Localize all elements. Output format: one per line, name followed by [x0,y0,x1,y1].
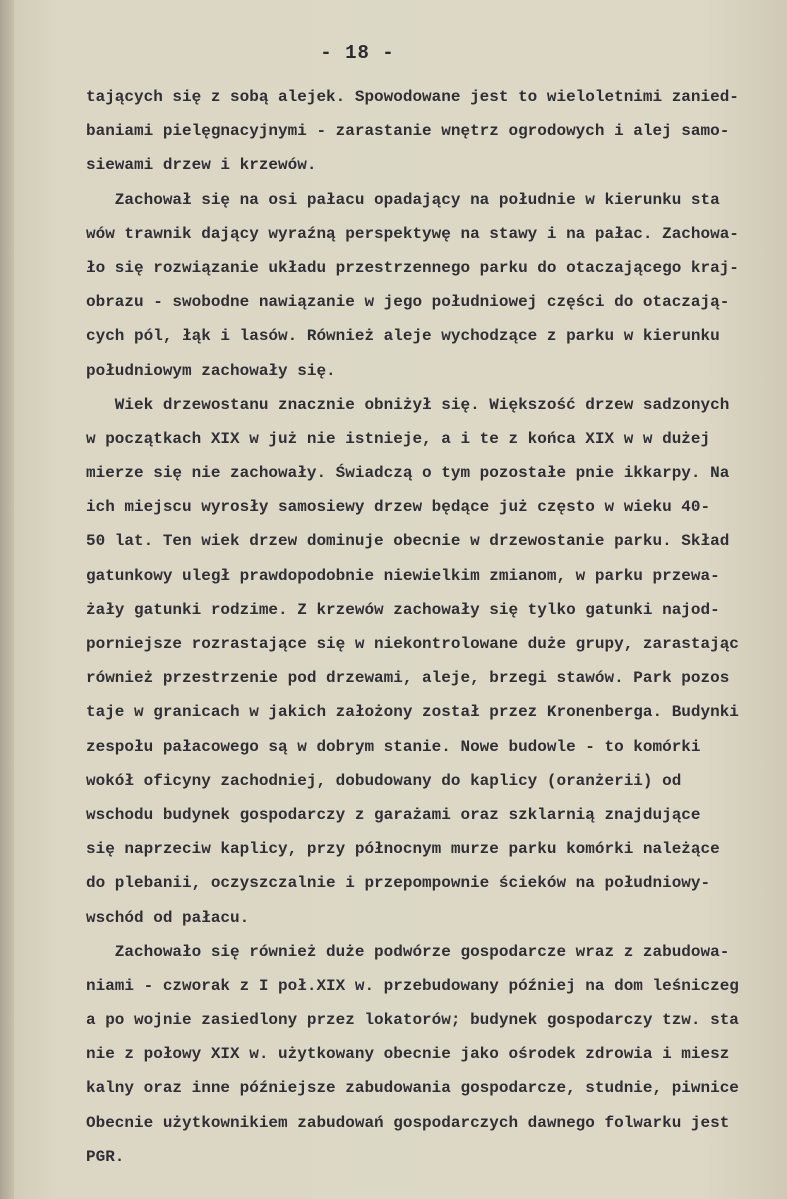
text-line: ich miejscu wyrosły samosiewy drzew będące już często w wieku 40- [86,498,711,517]
text-line: gatunkowy uległ prawdopodobnie niewielkim zmianom, w parku przewa- [86,566,720,585]
text-line: do plebanii, oczyszczalnie i przepompownie ścieków na południowy- [86,874,711,893]
text-line: niami - czworak z I poł.XIX w. przebudowany później na dom leśniczeg [86,976,739,995]
body-text [86,80,786,1174]
text-line: Wiek drzewostanu znacznie obniżył się. Większość drzew sadzonych [86,395,730,414]
text-line: mierze się nie zachowały. Świadczą o tym pozostałe pnie ikkarpy. Na [86,464,730,483]
paragraph [86,80,786,183]
page-number: - 18 - [320,42,395,64]
binding-edge [0,0,14,1199]
text-line: Zachowało się również duże podwórze gospodarcze wraz z zabudowa- [86,942,730,961]
text-line: Obecnie użytkownikiem zabudowań gospodarczych dawnego folwarku jest [86,1113,730,1132]
text-line: się naprzeciw kaplicy, przy północnym murze parku komórki należące [86,840,720,859]
text-line: PGR. [86,1147,125,1166]
text-line: siewami drzew i krzewów. [86,156,317,175]
paragraph [86,388,786,935]
text-line: 50 lat. Ten wiek drzew dominuje obecnie w drzewostanie parku. Skład [86,532,730,551]
text-line: żały gatunki rodzime. Z krzewów zachowały się tylko gatunki najod- [86,600,720,619]
text-line: nie z połowy XIX w. użytkowany obecnie jako ośrodek zdrowia i miesz [86,1045,730,1064]
text-line: w początkach XIX w już nie istnieje, a i te z końca XIX w w dużej [86,429,711,448]
text-line: południowym zachowały się. [86,361,336,380]
text-line: a po wojnie zasiedlony przez lokatorów; budynek gospodarczy tzw. sta [86,1011,739,1030]
text-line: obrazu - swobodne nawiązanie w jego południowej części do otaczają- [86,293,730,312]
text-line: wokół oficyny zachodniej, dobudowany do kaplicy (oranżerii) od [86,771,682,790]
text-line: wów trawnik dający wyraźną perspektywę na stawy i na pałac. Zachowa- [86,224,739,243]
text-line: porniejsze rozrastające się w niekontrolowane duże grupy, zarastając [86,635,739,653]
text-line: tających się z sobą alejek. Spowodowane jest to wieloletnimi zanied- [86,88,739,106]
text-line: ło się rozwiązanie układu przestrzennego parku do otaczającego kraj- [86,258,739,277]
text-line: zespołu pałacowego są w dobrym stanie. Nowe budowle - to komórki [86,737,701,756]
text-line: taje w granicach w jakich założony został przez Kronenberga. Budynki [86,703,739,722]
text-line: Zachował się na osi pałacu opadający na południe w kierunku sta [86,190,720,209]
paragraph [86,935,786,1174]
text-line: również przestrzenie pod drzewami, aleje, brzegi stawów. Park pozos [86,669,730,688]
paragraph [86,183,786,388]
text-line: kalny oraz inne późniejsze zabudowania gospodarcze, studnie, piwnice [86,1079,739,1098]
text-line: baniami pielęgnacyjnymi - zarastanie wnętrz ogrodowych i alej samo- [86,122,730,141]
text-line: wschodu budynek gospodarczy z garażami oraz szklarnią znajdujące [86,805,701,824]
text-line: wschód od pałacu. [86,908,250,927]
text-line: cych pól, łąk i lasów. Również aleje wychodzące z parku w kierunku [86,327,720,346]
